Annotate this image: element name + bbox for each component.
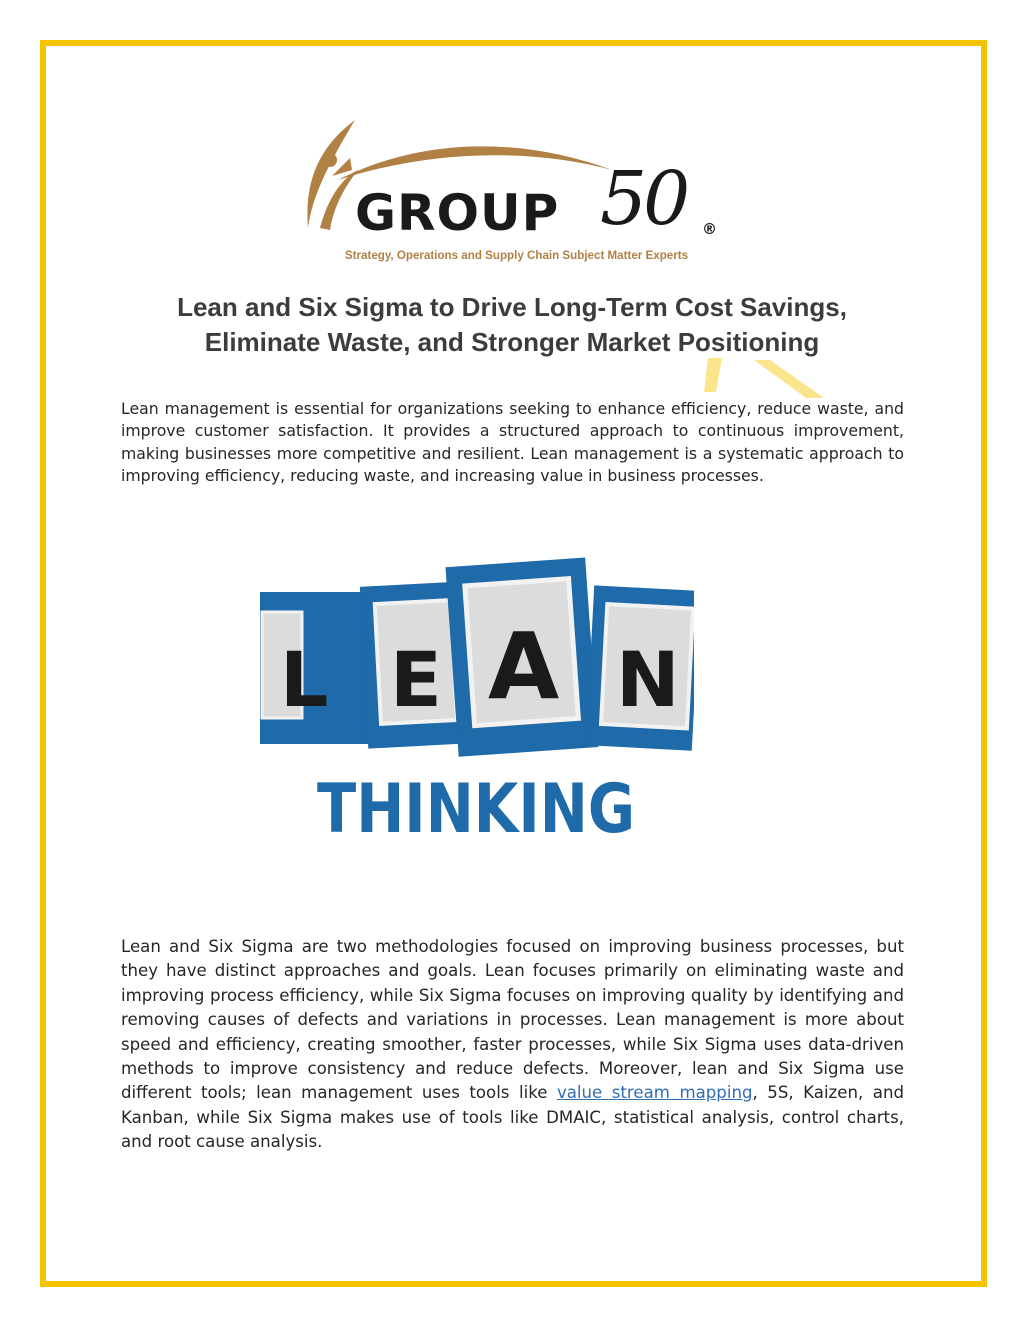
tile-letter: N [616,635,680,724]
page-title [120,290,904,360]
registered-mark: ® [702,220,717,238]
title-line-2: Eliminate Waste, and Stronger Market Positioning [204,327,820,357]
title-line-1: Lean and Six Sigma to Drive Long-Term Cost Savings, [177,292,847,322]
methodology-paragraph [121,935,904,1155]
paragraph-2-end: , 5S, Kaizen, and Kanban, while Six Sigma makes use of tools like DMAIC, statistical analysis, control charts, and root cause analysis. [121,1083,905,1152]
logo-number: 50 [600,156,687,242]
paragraph-2-start: Lean and Six Sigma are two methodologies focused on improving business processes, but they have distinct approaches and goals. Lean focuses primarily on eliminating waste and improving process efficiency, while Six Sigma focuses on improving quality by identifying and removing causes of defects and variations in processes. Lean management is more about speed and efficiency, creating smoother, faster processes, while Six Sigma uses data-driven methods to improve consistency and reduce defects. Moreover, lean and Six Sigma use different tools; lean management uses tools like [121,937,904,1103]
tile-letter: E [390,635,442,724]
image-caption: THINKING [317,770,635,848]
decorative-quote-icon [700,352,840,402]
value-stream-mapping-link[interactable]: value stream mapping [556,1083,753,1103]
intro-paragraph: Lean management is essential for organizations seeking to enhance efficiency, reduce waste, and improve customer satisfaction. It provides a structured approach to continuous improvement, making businesses more competitive and resilient. Lean management is a systematic approach to improving efficiency, reducing waste, and increasing value in business processes. [121,399,904,486]
logo-wordmark: GROUP [355,184,560,242]
tile-letter: L [280,635,329,724]
lean-thinking-image [258,548,694,848]
logo-tagline: Strategy, Operations and Supply Chain Subject Matter Experts [344,249,689,262]
tile-letter: A [488,613,560,720]
group50-logo [300,118,730,268]
